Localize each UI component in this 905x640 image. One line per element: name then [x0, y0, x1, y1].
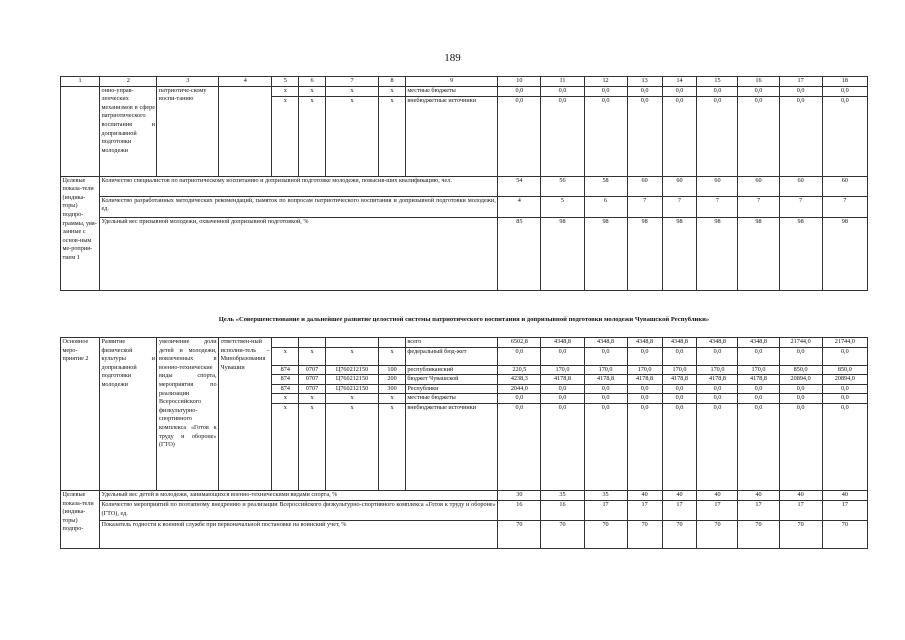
value-cell: 0,0 — [662, 394, 697, 404]
value-cell: 16 — [541, 500, 584, 520]
code-cell: x — [325, 86, 378, 96]
indicator-row — [61, 520, 868, 548]
value-cell: 0,0 — [697, 403, 738, 490]
code-cell: x — [272, 96, 299, 176]
value-cell: 0,0 — [662, 96, 697, 176]
indicator-text: Количество мероприятий по поэтапному внедрению и реализации Всероссийского физкультурно-спортивного комплекса «Готов к труду и обороне» (ГТО), ед. — [100, 500, 498, 520]
header-row — [61, 77, 868, 87]
table-part-1 — [60, 76, 868, 291]
value-cell: 0,0 — [697, 347, 738, 365]
value-cell: 58 — [584, 176, 627, 196]
value-cell: 0,0 — [498, 347, 541, 365]
value-cell: 4348,8 — [584, 338, 627, 348]
code-cell: x — [379, 96, 406, 176]
table-part-2 — [60, 337, 868, 549]
value-cell: 0,0 — [627, 384, 662, 394]
value-cell: 0,0 — [697, 96, 738, 176]
value-cell: 850,0 — [779, 365, 822, 375]
value-cell: 0,0 — [779, 394, 822, 404]
value-cell: 7 — [779, 196, 822, 217]
value-cell: 2044,0 — [498, 384, 541, 394]
value-cell: 35 — [541, 490, 584, 500]
funding-source: бюджет Чувашской — [405, 375, 497, 385]
value-cell: 6 — [584, 196, 627, 217]
value-cell: 4238,3 — [498, 375, 541, 385]
header-cell: 4 — [219, 77, 272, 87]
value-cell: 0,0 — [627, 86, 662, 96]
value-cell: 98 — [627, 217, 662, 290]
value-cell: 17 — [697, 500, 738, 520]
value-cell: 0,0 — [779, 86, 822, 96]
value-cell: 4348,8 — [738, 338, 779, 348]
code-cell: 200 — [379, 375, 406, 385]
header-cell: 12 — [584, 77, 627, 87]
value-cell: 0,0 — [584, 96, 627, 176]
code-cell: x — [272, 394, 299, 404]
indicator-row — [61, 500, 868, 520]
code-cell: x — [325, 347, 378, 365]
code-cell: x — [325, 394, 378, 404]
value-cell: 0,0 — [738, 86, 779, 96]
value-cell: 98 — [779, 217, 822, 290]
value-cell: 170,0 — [662, 365, 697, 375]
value-cell: 17 — [662, 500, 697, 520]
value-cell: 4178,8 — [662, 375, 697, 385]
value-cell: 20894,0 — [822, 375, 867, 385]
code-cell: Ц760212150 — [325, 384, 378, 394]
code-cell: x — [325, 403, 378, 490]
value-cell: 0,0 — [498, 403, 541, 490]
value-cell: 0,0 — [822, 96, 867, 176]
header-cell: 13 — [627, 77, 662, 87]
value-cell: 4178,8 — [541, 375, 584, 385]
value-cell: 17 — [584, 500, 627, 520]
value-cell: 60 — [822, 176, 867, 196]
value-cell: 0,0 — [541, 403, 584, 490]
code-cell: x — [325, 96, 378, 176]
value-cell: 0,0 — [697, 86, 738, 96]
header-cell: 18 — [822, 77, 867, 87]
value-cell: 40 — [697, 490, 738, 500]
value-cell: 0,0 — [627, 394, 662, 404]
header-cell: 7 — [325, 77, 378, 87]
funding-source: внебюджетные источники — [405, 403, 497, 490]
value-cell: 16 — [498, 500, 541, 520]
table-row — [61, 338, 868, 348]
value-cell: 60 — [738, 176, 779, 196]
measure-title: Основное меро-приятие 2 — [61, 338, 100, 491]
header-cell: 16 — [738, 77, 779, 87]
code-cell — [299, 338, 326, 348]
value-cell: 7 — [627, 196, 662, 217]
code-cell: x — [299, 403, 326, 490]
code-cell: 874 — [272, 365, 299, 375]
measure-goal: увеличение доли детей и молодежи, вовлеченных в военно-технические виды спорта, мероприятия по реализации Всероссийского физкультурно-спортивного комплекса «Готов к труду и обороне» (ГТО) — [157, 338, 219, 491]
funding-source: местные бюджеты — [405, 394, 497, 404]
value-cell: 0,0 — [584, 347, 627, 365]
goal-title: Цель «Совершенствование и дальнейшее развитие целостной системы патриотического воспитания и допризывной подготовки молодежи Чувашской Республики» — [218, 316, 710, 323]
value-cell: 0,0 — [541, 96, 584, 176]
value-cell: 35 — [584, 490, 627, 500]
value-cell: 0,0 — [584, 384, 627, 394]
indicator-text: Показатель годности к военной службе при первоначальной постановке на воинский учет, % — [100, 520, 498, 548]
targets-label: Целевые показа-тели (индика-торы) подпро-граммы, увя-занные с основ-ным ме-роприя-тием 1 — [61, 176, 100, 290]
header-cell: 10 — [498, 77, 541, 87]
indicator-row — [61, 217, 868, 290]
code-cell: 0707 — [299, 375, 326, 385]
measure-goal: патриотиче-скому воспи-танию — [157, 86, 219, 176]
value-cell: 17 — [779, 500, 822, 520]
value-cell: 0,0 — [779, 403, 822, 490]
measure-description: Развитие физической культуры и допризывной подготовки молодежи — [100, 338, 157, 491]
value-cell: 56 — [541, 176, 584, 196]
value-cell: 4178,8 — [627, 375, 662, 385]
table-row — [61, 86, 868, 96]
code-cell: x — [272, 347, 299, 365]
indicator-row — [61, 176, 868, 196]
value-cell: 0,0 — [779, 384, 822, 394]
value-cell: 70 — [822, 520, 867, 548]
value-cell: 4348,8 — [697, 338, 738, 348]
value-cell: 17 — [738, 500, 779, 520]
value-cell: 0,0 — [662, 86, 697, 96]
value-cell: 70 — [697, 520, 738, 548]
value-cell: 0,0 — [584, 403, 627, 490]
indicator-text: Удельный вес детей и молодежи, занимающихся военно-техническими видами спорта, % — [100, 490, 498, 500]
value-cell: 170,0 — [584, 365, 627, 375]
value-cell: 7 — [697, 196, 738, 217]
value-cell: 98 — [697, 217, 738, 290]
header-cell: 1 — [61, 77, 100, 87]
code-cell: 874 — [272, 375, 299, 385]
value-cell: 850,0 — [822, 365, 867, 375]
value-cell: 4 — [498, 196, 541, 217]
value-cell: 7 — [822, 196, 867, 217]
header-cell: 5 — [272, 77, 299, 87]
value-cell: 40 — [779, 490, 822, 500]
value-cell: 0,0 — [822, 384, 867, 394]
indicator-row — [61, 196, 868, 217]
value-cell: 0,0 — [662, 347, 697, 365]
value-cell: 0,0 — [662, 384, 697, 394]
value-cell: 30 — [498, 490, 541, 500]
header-cell: 11 — [541, 77, 584, 87]
value-cell: 60 — [627, 176, 662, 196]
code-cell: 100 — [379, 365, 406, 375]
value-cell: 0,0 — [822, 86, 867, 96]
empty-cell — [61, 86, 100, 176]
value-cell: 0,0 — [822, 403, 867, 490]
code-cell: x — [299, 394, 326, 404]
value-cell: 0,0 — [738, 347, 779, 365]
header-cell: 6 — [299, 77, 326, 87]
code-cell — [272, 338, 299, 348]
value-cell: 40 — [627, 490, 662, 500]
value-cell: 17 — [822, 500, 867, 520]
value-cell: 4178,8 — [584, 375, 627, 385]
value-cell: 0,0 — [584, 394, 627, 404]
value-cell: 0,0 — [738, 384, 779, 394]
funding-source: Республики — [405, 384, 497, 394]
code-cell: Ц760212150 — [325, 365, 378, 375]
value-cell: 0,0 — [627, 96, 662, 176]
funding-source: республиканский — [405, 365, 497, 375]
value-cell: 0,0 — [779, 96, 822, 176]
header-cell: 3 — [157, 77, 219, 87]
value-cell: 0,0 — [584, 86, 627, 96]
indicator-text: Количество специалистов по патриотическому воспитанию и допризывной подготовке молодежи, повысив-ших квалификацию, чел. — [100, 176, 498, 196]
indicator-row — [61, 490, 868, 500]
value-cell: 60 — [779, 176, 822, 196]
value-cell: 4348,8 — [627, 338, 662, 348]
value-cell: 7 — [738, 196, 779, 217]
code-cell: x — [272, 86, 299, 96]
value-cell: 0,0 — [498, 394, 541, 404]
value-cell: 70 — [541, 520, 584, 548]
funding-source: местные бюджеты — [405, 86, 497, 96]
value-cell: 0,0 — [541, 394, 584, 404]
value-cell: 0,0 — [822, 394, 867, 404]
value-cell: 0,0 — [697, 394, 738, 404]
code-cell: 874 — [272, 384, 299, 394]
code-cell: x — [379, 394, 406, 404]
value-cell: 170,0 — [697, 365, 738, 375]
value-cell: 70 — [779, 520, 822, 548]
funding-source: внебюджетные источники — [405, 96, 497, 176]
code-cell: x — [272, 403, 299, 490]
page-number: 189 — [444, 52, 461, 64]
value-cell: 0,0 — [627, 403, 662, 490]
value-cell: 0,0 — [779, 347, 822, 365]
value-cell: 85 — [498, 217, 541, 290]
value-cell: 70 — [662, 520, 697, 548]
value-cell: 60 — [697, 176, 738, 196]
indicator-text: Удельный вес призывной молодежи, охваченной допризывной подготовкой, % — [100, 217, 498, 290]
value-cell: 0,0 — [541, 347, 584, 365]
value-cell: 5 — [541, 196, 584, 217]
value-cell: 4178,8 — [738, 375, 779, 385]
value-cell: 4348,8 — [662, 338, 697, 348]
value-cell: 40 — [738, 490, 779, 500]
value-cell: 21744,0 — [822, 338, 867, 348]
value-cell: 0,0 — [498, 96, 541, 176]
value-cell: 60 — [662, 176, 697, 196]
value-cell: 4348,8 — [541, 338, 584, 348]
value-cell: 170,0 — [627, 365, 662, 375]
value-cell: 170,0 — [738, 365, 779, 375]
header-cell: 9 — [405, 77, 497, 87]
value-cell: 40 — [822, 490, 867, 500]
code-cell: Ц760212150 — [325, 375, 378, 385]
code-cell: x — [379, 347, 406, 365]
value-cell: 0,0 — [738, 96, 779, 176]
code-cell: 0707 — [299, 384, 326, 394]
value-cell: 4178,8 — [697, 375, 738, 385]
measure-description: онно-управ-ленческих механизмов в сфере патриотического воспитания и допризывной подготовки молодежи — [100, 86, 157, 176]
empty-cell — [219, 86, 272, 176]
value-cell: 98 — [662, 217, 697, 290]
value-cell: 98 — [822, 217, 867, 290]
indicator-text: Количество разработанных методических рекомендаций, памяток по вопросам патриотического воспитания и допризывной подготовки молодежи, ед. — [100, 196, 498, 217]
header-cell: 17 — [779, 77, 822, 87]
funding-source: федеральный бюд-жет — [405, 347, 497, 365]
header-cell: 14 — [662, 77, 697, 87]
value-cell: 6502,8 — [498, 338, 541, 348]
code-cell: 0707 — [299, 365, 326, 375]
code-cell: x — [379, 86, 406, 96]
value-cell: 20894,0 — [779, 375, 822, 385]
header-cell: 15 — [697, 77, 738, 87]
value-cell: 98 — [541, 217, 584, 290]
value-cell: 0,0 — [822, 347, 867, 365]
funding-source: всего — [405, 338, 497, 348]
value-cell: 0,0 — [541, 86, 584, 96]
code-cell: x — [299, 96, 326, 176]
value-cell: 70 — [627, 520, 662, 548]
value-cell: 70 — [584, 520, 627, 548]
value-cell: 17 — [627, 500, 662, 520]
header-cell: 8 — [379, 77, 406, 87]
value-cell: 21744,0 — [779, 338, 822, 348]
value-cell: 70 — [498, 520, 541, 548]
value-cell: 0,0 — [738, 394, 779, 404]
value-cell: 98 — [738, 217, 779, 290]
value-cell: 40 — [662, 490, 697, 500]
value-cell: 0,0 — [738, 403, 779, 490]
value-cell: 0,0 — [541, 384, 584, 394]
value-cell: 0,0 — [498, 86, 541, 96]
value-cell: 0,0 — [662, 403, 697, 490]
code-cell: x — [299, 86, 326, 96]
value-cell: 220,5 — [498, 365, 541, 375]
responsible-executor: ответствен-ный исполни-тель – Минобразования Чувашии — [219, 338, 272, 491]
value-cell: 0,0 — [697, 384, 738, 394]
targets-label: Целевые показа-тели (индика-торы) подпро- — [61, 490, 100, 548]
value-cell: 170,0 — [541, 365, 584, 375]
value-cell: 70 — [738, 520, 779, 548]
value-cell: 0,0 — [627, 347, 662, 365]
code-cell: x — [299, 347, 326, 365]
header-cell: 2 — [100, 77, 157, 87]
value-cell: 98 — [584, 217, 627, 290]
value-cell: 7 — [662, 196, 697, 217]
code-cell: 300 — [379, 384, 406, 394]
code-cell — [379, 338, 406, 348]
code-cell: x — [379, 403, 406, 490]
value-cell: 54 — [498, 176, 541, 196]
code-cell — [325, 338, 378, 348]
